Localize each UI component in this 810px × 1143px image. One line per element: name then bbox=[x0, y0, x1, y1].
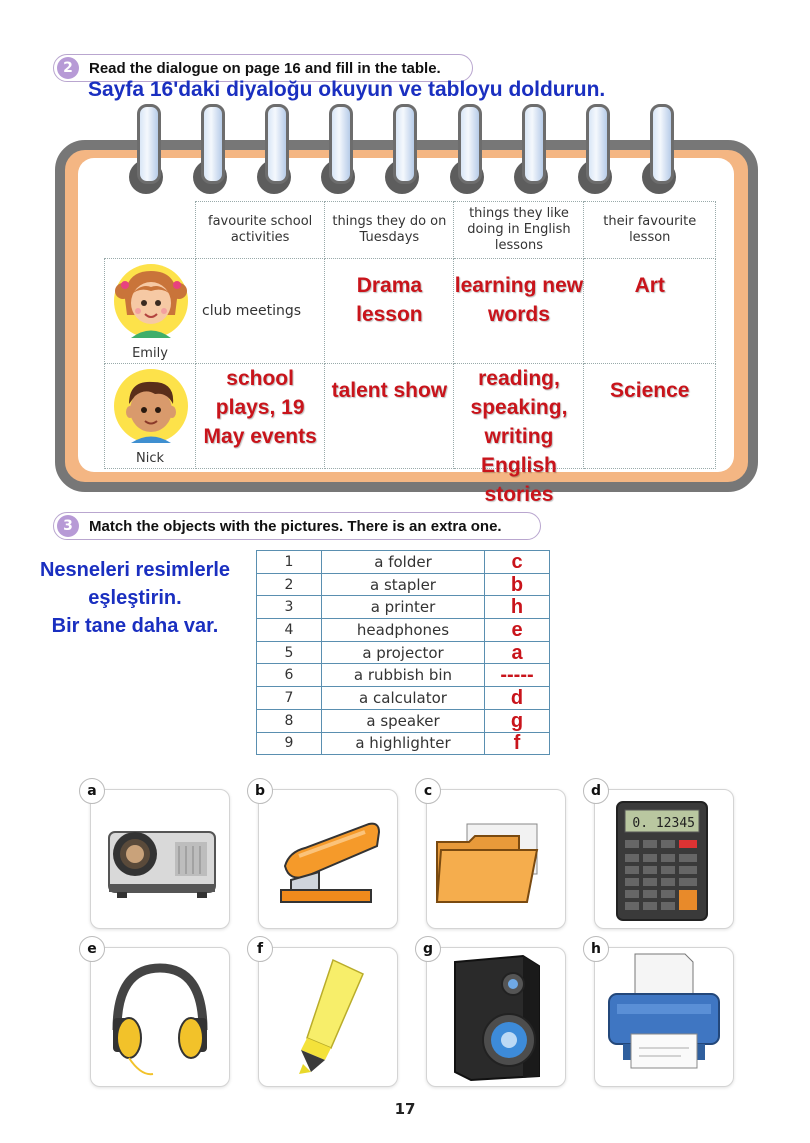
highlighter-icon bbox=[259, 948, 397, 1086]
match-object: a folder bbox=[322, 551, 485, 574]
column-header: things they like doing in English lessons bbox=[454, 202, 584, 259]
binder-ring bbox=[329, 104, 353, 184]
card-letter: a bbox=[79, 778, 105, 804]
match-number: 8 bbox=[257, 709, 322, 732]
emily-avatar bbox=[105, 259, 195, 359]
card-letter: d bbox=[583, 778, 609, 804]
match-number: 6 bbox=[257, 664, 322, 687]
match-row bbox=[257, 573, 550, 596]
column-header: favourite school activities bbox=[196, 202, 325, 259]
match-row bbox=[257, 732, 550, 755]
match-object: a speaker bbox=[322, 709, 485, 732]
picture-card-a bbox=[87, 783, 230, 929]
lesson-cell: Science bbox=[584, 364, 716, 469]
picture-card-c bbox=[423, 783, 566, 929]
match-answer: f bbox=[485, 732, 550, 755]
match-object: a highlighter bbox=[322, 732, 485, 755]
matching-table bbox=[256, 550, 550, 755]
match-number: 5 bbox=[257, 641, 322, 664]
student-name: Nick bbox=[135, 451, 164, 466]
card-letter: f bbox=[247, 936, 273, 962]
section-number-badge: 3 bbox=[57, 515, 79, 537]
picture-card-g bbox=[422, 941, 566, 1087]
column-header: their favourite lesson bbox=[584, 202, 716, 259]
match-number: 4 bbox=[257, 619, 322, 642]
section-3-instruction: Match the objects with the pictures. There is an extra one. bbox=[89, 517, 502, 535]
printer-icon bbox=[595, 948, 733, 1086]
match-number: 2 bbox=[257, 573, 322, 596]
match-number: 3 bbox=[257, 596, 322, 619]
binder-ring bbox=[458, 104, 482, 184]
picture-card-f bbox=[256, 941, 398, 1087]
student-cell bbox=[105, 364, 196, 469]
match-object: headphones bbox=[322, 619, 485, 642]
column-header: things they do on Tuesdays bbox=[325, 202, 454, 259]
binder-ring bbox=[522, 104, 546, 184]
match-object: a stapler bbox=[322, 573, 485, 596]
headphones-icon bbox=[91, 948, 229, 1086]
match-object: a calculator bbox=[322, 687, 485, 710]
page-number: 17 bbox=[394, 1100, 416, 1118]
card-letter: h bbox=[583, 936, 609, 962]
card-letter: e bbox=[79, 936, 105, 962]
card-letter: g bbox=[415, 936, 441, 962]
match-answer: g bbox=[485, 709, 550, 732]
section-3-translation: Nesneleri resimlerle eşleştirin. Bir tane daha var. bbox=[39, 559, 231, 637]
lesson-cell: Art bbox=[584, 259, 716, 364]
table-row bbox=[105, 364, 716, 469]
match-answer: b bbox=[485, 573, 550, 596]
nick-avatar bbox=[105, 364, 195, 464]
match-row bbox=[257, 551, 550, 574]
section-3-header bbox=[53, 512, 541, 540]
match-answer: e bbox=[485, 619, 550, 642]
match-answer: h bbox=[485, 596, 550, 619]
match-answer: c bbox=[485, 551, 550, 574]
calculator-icon bbox=[595, 790, 733, 928]
match-object: a rubbish bin bbox=[322, 664, 485, 687]
stapler-icon bbox=[259, 790, 397, 928]
binder-ring bbox=[265, 104, 289, 184]
match-object: a printer bbox=[322, 596, 485, 619]
tuesdays-cell: talent show bbox=[325, 364, 454, 469]
binder-ring bbox=[650, 104, 674, 184]
match-row bbox=[257, 596, 550, 619]
card-letter: b bbox=[247, 778, 273, 804]
match-number: 1 bbox=[257, 551, 322, 574]
card-letter: c bbox=[415, 778, 441, 804]
dialogue-table bbox=[104, 201, 716, 506]
binder-ring bbox=[393, 104, 417, 184]
section-2-translation: Sayfa 16'daki diyaloğu okuyun ve tabloyu doldurun. bbox=[88, 78, 606, 101]
match-object: a projector bbox=[322, 641, 485, 664]
activities-cell: club meetings bbox=[196, 259, 325, 364]
match-row bbox=[257, 641, 550, 664]
match-answer: d bbox=[485, 687, 550, 710]
speaker-icon bbox=[427, 948, 565, 1086]
student-cell bbox=[105, 259, 196, 364]
section-2-instruction: Read the dialogue on page 16 and fill in the table. bbox=[89, 59, 441, 77]
match-answer: ----- bbox=[485, 664, 550, 687]
picture-card-h bbox=[591, 941, 734, 1087]
binder-ring bbox=[201, 104, 225, 184]
folder-icon bbox=[427, 790, 565, 928]
table-row bbox=[105, 259, 716, 364]
calculator-display: 0. 12345 bbox=[632, 816, 695, 831]
match-row bbox=[257, 619, 550, 642]
match-number: 7 bbox=[257, 687, 322, 710]
projector-icon bbox=[91, 790, 229, 928]
picture-card-e bbox=[87, 941, 230, 1087]
picture-card-b bbox=[254, 783, 398, 929]
match-row bbox=[257, 687, 550, 710]
english-cell: reading, speaking, writing English stories bbox=[470, 367, 568, 506]
section-number-badge: 2 bbox=[57, 57, 79, 79]
match-answer: a bbox=[485, 641, 550, 664]
binder-ring bbox=[137, 104, 161, 184]
match-row bbox=[257, 709, 550, 732]
picture-card-d bbox=[590, 783, 734, 929]
tuesdays-cell: Drama lesson bbox=[325, 259, 454, 364]
binder-ring bbox=[586, 104, 610, 184]
student-name: Emily bbox=[132, 346, 168, 361]
match-number: 9 bbox=[257, 732, 322, 755]
match-row bbox=[257, 664, 550, 687]
activities-cell: school plays, 19 May events bbox=[196, 364, 325, 469]
english-cell: learning new words bbox=[454, 259, 584, 364]
